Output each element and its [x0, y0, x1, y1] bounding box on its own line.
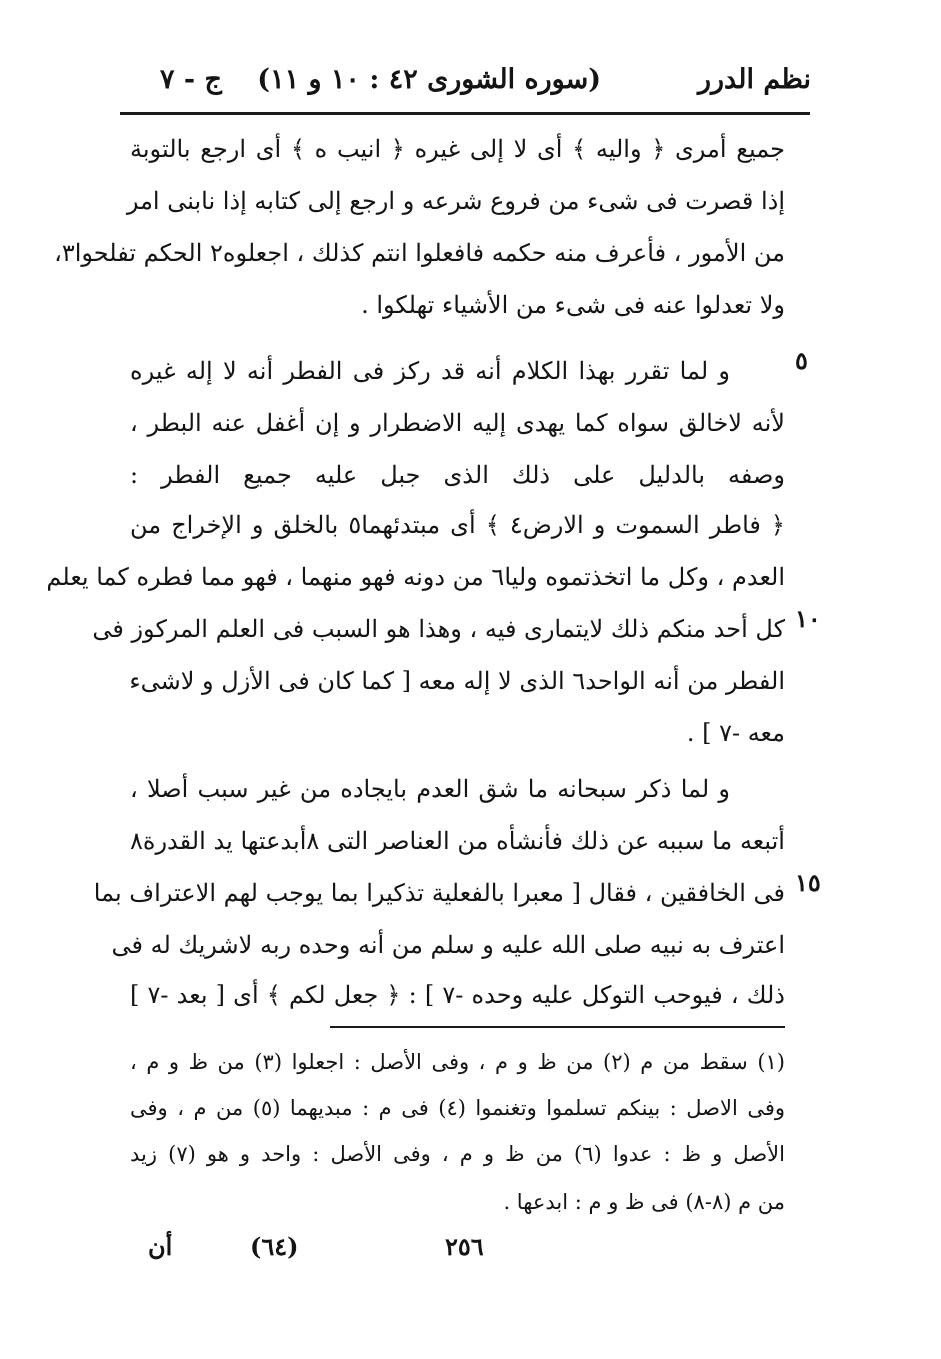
footnote-line: من م (٨-٨) فى ظ و م : ابدعها .: [503, 1190, 785, 1214]
surah-reference: (سوره الشورى ٤٢ : ١٠ و ١١): [257, 64, 601, 95]
signature-mark: (٦٤): [250, 1232, 299, 1261]
text-line: إذا قصرت فى شىء من فروع شرعه و ارجع إلى كتابه إذا نابنى امر: [126, 187, 785, 215]
volume-number: ج - ٧: [160, 64, 222, 95]
text-line: الفطر من أنه الواحد٦ الذى لا إله معه [ كما كان فى الأزل و لاشىء: [129, 667, 785, 695]
text-line: فى الخافقين ، فقال [ معبرا بالفعلية تذكيرا بما يوجب لهم الاعتراف بما: [93, 879, 785, 907]
text-line: من الأمور ، فأعرف منه حكمه فافعلوا انتم كذلك ، اجعلوه٢ الحكم تفلحوا٣،: [54, 239, 785, 267]
text-line: ﴿ فاطر السموت و الارض٤ ﴾ أى مبتدئهما٥ بالخلق و الإخراج من: [130, 511, 785, 539]
footnote-line: الأصل و ظ : عدوا (٦) من ظ و م ، وفى الأصل : واحد و هو (٧) زيد: [130, 1142, 785, 1166]
line-number-10: ١٠: [795, 604, 821, 633]
book-title: نظم الدرر: [697, 64, 811, 95]
text-line: أتبعه ما سببه عن ذلك فأنشأه من العناصر التى ٨أبدعتها يد القدرة٨: [130, 827, 785, 855]
footnote-rule: [330, 1026, 785, 1028]
running-header: [120, 58, 811, 104]
text-line: كل أحد منكم ذلك لايتمارى فيه ، وهذا هو السبب فى العلم المركوز فى: [92, 615, 785, 643]
text-line: ذلك ، فيوحب التوكل عليه وحده -٧ ] : ﴿ جعل لكم ﴾ أى [ بعد -٧ ]: [130, 981, 785, 1009]
footnote-line: وفى الاصل : بينكم تسلموا وتغنموا (٤) فى م : مبديهما (٥) من م ، وفى: [130, 1096, 786, 1120]
footnote-line: (١) سقط من م (٢) من ظ و م ، وفى الأصل : اجعلوا (٣) من ظ و م ،: [130, 1050, 785, 1074]
text-line: العدم ، وكل ما اتخذتموه وليا٦ من دونه فهو منهما ، فهو مما فطره كما يعلم: [46, 563, 785, 591]
page-number: ٢٥٦: [445, 1232, 484, 1261]
text-line: ولا تعدلوا عنه فى شىء من الأشياء تهلكوا .: [361, 291, 785, 319]
line-number-15: ١٥: [795, 868, 821, 897]
line-number-5: ٥: [795, 346, 808, 375]
text-line: وصفه بالدليل على ذلك الذى جبل عليه جميع الفطر :: [130, 461, 785, 489]
text-line: و لما تقرر بهذا الكلام أنه قد ركز فى الفطر أنه لا إله غيره: [130, 357, 730, 385]
text-line: لأنه لاخالق سواه كما يهدى إليه الاضطرار و إن أغفل عنه البطر ،: [130, 409, 785, 437]
text-line: اعترف به نبيه صلى الله عليه و سلم من أنه وحده ربه لاشريك له فى: [111, 931, 785, 959]
text-line: و لما ذكر سبحانه ما شق العدم بايجاده من غير سبب أصلا ،: [130, 775, 730, 803]
text-line: جميع أمرى ﴿ واليه ﴾ أى لا إلى غيره ﴿ انيب ه ﴾ أى ارجع بالتوبة: [130, 135, 785, 163]
text-line: معه -٧ ] .: [686, 719, 785, 747]
catchword: أن: [148, 1232, 173, 1261]
header-rule: [120, 112, 810, 115]
